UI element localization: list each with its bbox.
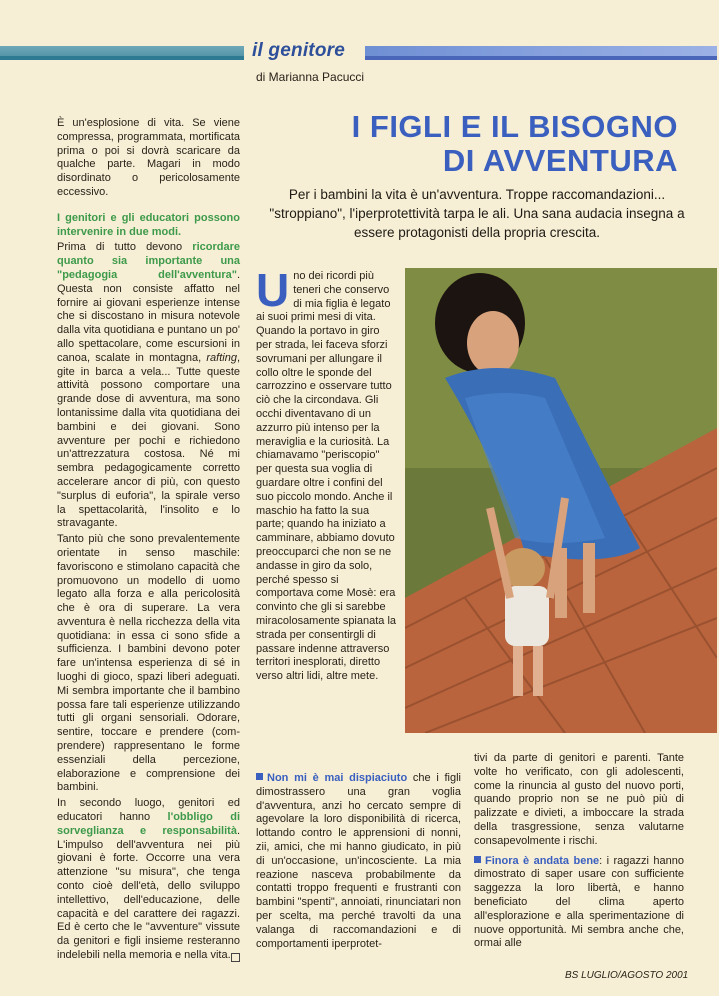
bullet-square-icon — [474, 856, 481, 863]
left-paragraph-3: Tanto più che sono prevalentemente orientate in senso maschile: favoriscono e stimolano capacità che promuovono un modello di uomo legato alla forza e alla pericolosità che è ora di superare. La vera avventura è nella ricchezza della vita quotidiana: in essa ci sono sfide a sufficienza. I bambini devono poter fare un'intensa esperienza di sé in luoghi di gioco, spazi liberi adeguati. Mi sembra importante che il bambino possa fare tali esperienze utilizzando tutti gli organi sensoriali. Odorare, sentire, toccare e prendere (com-prendere) rappresentano le forme essenziali della percezione, elaborazione e comprensione dei bambini. — [57, 533, 240, 794]
left-subhead: I genitori e gli educatori possono intervenire in due modi. — [57, 211, 240, 238]
drop-cap: U — [256, 264, 290, 316]
text-run: , gite in barca a vela... Tutte queste attività possono comportare una grande dose di avventura, ma sono lontanissime dalla vita quotidiana dei bambini e dei giovani. Sono avventure per pochi e richiedono un'attrezzatura costosa. Né mi sembra pedagogicamente corretto accelerare ancor di più, con questo "surplus di euforia", la spirale verso la spettacolarità, l'insolito e lo stravagante. — [57, 351, 240, 530]
text-run: . L'impulso dell'avventura nei più giovani è forte. Occorre una vera attenzione "su misura", che tenga conto cioè dell'età, dello sviluppo intellettivo, dell'educazione, delle capacità e del carattere dei ragazzi. Ed è certo che le "avventure" vissute da genitori e figli insieme resteranno indelebili nella memoria e nella vita. — [57, 824, 240, 962]
highlight-text: ricordare quanto sia importante una "pedagogia dell'avventura" — [57, 241, 240, 281]
text-run: . Questa non consiste affatto nel fornire ai giovani esperienze intense che si discostano in misura notevole dalla vita quotidiana e puntano un po' allo spettacolare, come escursioni in canoa, scalate in montagna, — [57, 268, 240, 364]
text-run: Prima di tutto devono — [57, 241, 193, 254]
mother-child-photo — [405, 268, 717, 733]
middle-column — [256, 264, 398, 684]
text-run: che i figli dimostrassero una gran voglia d'avventura, anzi ho cercato sempre di agevolare la loro disponibilità di ricerca, lottando contro le apprensioni di nonni, zii, amici, che mi hanno giudicato, in più di un'occasione, un'incosciente. La mia reazione nasceva probabilmente da contatti troppo frequenti e frustranti con bambini "spenti", annoiati, rinunciatari non per scelta, ma perché travolti da una valanga di raccomandazioni e di comportamenti iperprotet- — [256, 772, 461, 950]
headline — [258, 110, 678, 178]
middle-paragraph-1: no dei ricordi più teneri che conservo di mia figlia è legato ai suoi primi mesi di vita. Quando la portavo in giro per strada, lei faceva sforzi sovrumani per allungare il collo oltre le sponde del carrozzino e osservare tutto ciò che la circondava. Gli occhi diventavano di un azzurro più intenso per la meraviglia e la curiosità. La chiamavamo "periscopio" per questa sua voglia di guardare oltre i confini del suo piccolo mondo. Anche il maschio ha fatto la sua parte; quando ha iniziato a camminare, abbiamo dovuto preoccuparci che non se ne andasse in giro da solo, perché spesso si comportava come Mosè: era convinto che gli si sarebbe miracolosamente spianata la strada per consentirgli di passare indenne attraverso territori inesplorati, diretto verso altri lidi, altre mete. — [256, 270, 397, 683]
section-title: il genitore — [252, 40, 345, 61]
right-column — [474, 752, 684, 951]
italic-text: rafting — [206, 351, 237, 364]
highlight-text: Finora è andata bene — [485, 854, 600, 867]
text-run: : i ragazzi hanno dimostrato di saper usare con sufficiente saggezza la loro libertà, e hanno beneficiato del clima aperto all'esplorazione e alla sperimentazione di nuove opportunità. Mi sembra anche che, ormai alle — [474, 854, 684, 950]
bottom-middle-column — [256, 772, 461, 951]
byline: di Marianna Pacucci — [256, 70, 365, 84]
left-paragraph-1: È un'esplosione di vita. Se viene compressa, programmata, mortificata prima o poi si dovrà scaricare da qualche parte. Magari in modo disordinato o pericolosamente eccessivo. — [57, 117, 240, 198]
bullet-square-icon — [256, 773, 263, 780]
page-footer: BS LUGLIO/AGOSTO 2001 — [565, 970, 689, 981]
header-rule-left — [0, 46, 244, 60]
left-paragraph-2 — [57, 241, 240, 531]
right-paragraph-1: tivi da parte di genitori e parenti. Tante volte ho verificato, con gli adolescenti, come la rinuncia al gusto del nuovo porti, quando proprio non se ne può più di palizzate e divieti, a imboccare la strada della trasgressione, senza valutarne consapevolmente i rischi. — [474, 752, 684, 847]
left-column — [57, 117, 240, 965]
right-paragraph-2 — [474, 855, 684, 952]
headline-line-2: DI AVVENTURA — [442, 143, 678, 178]
highlight-text: l'obbligo di sorveglianza e responsabilità — [57, 811, 241, 837]
highlight-text: Non mi è mai dispiaciuto — [267, 772, 408, 784]
end-mark-icon — [231, 953, 240, 962]
text-run: In secondo luogo, genitori ed educatori hanno — [57, 797, 240, 824]
photo-illustration — [405, 268, 717, 733]
left-paragraph-4 — [57, 797, 240, 963]
headline-line-1: I FIGLI E IL BISOGNO — [351, 109, 678, 144]
middle-paragraph-2 — [256, 772, 461, 951]
header-rule-right — [365, 46, 717, 60]
deck: Per i bambini la vita è un'avventura. Troppe raccomandazioni... "stroppiano", l'iperprotettività tarpa le ali. Una sana audacia insegna a essere protagonisti della propria crescita. — [269, 187, 685, 240]
